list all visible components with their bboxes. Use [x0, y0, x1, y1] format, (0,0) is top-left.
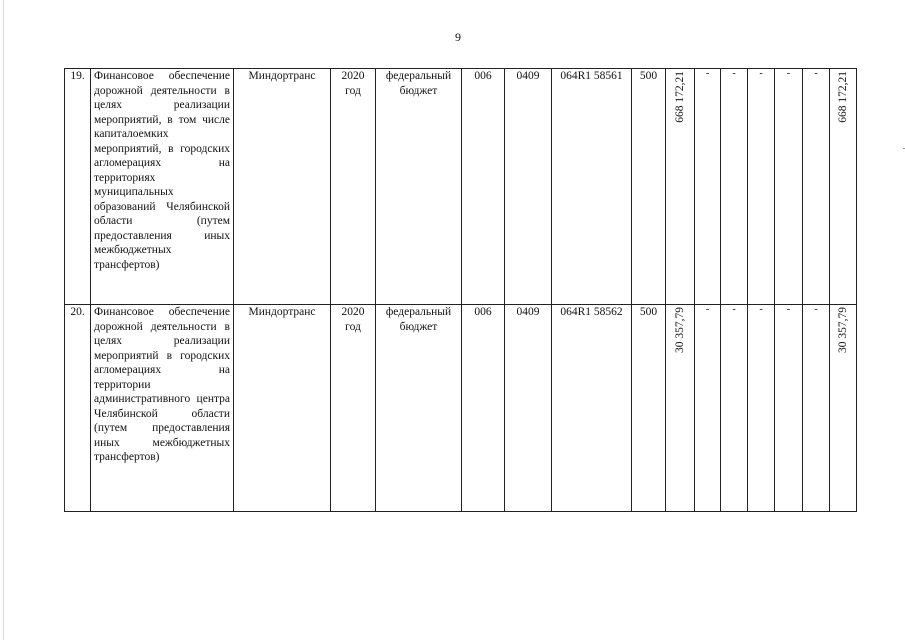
empty-value: - — [721, 69, 748, 305]
amount-value: 668 172,21 — [673, 71, 686, 123]
row-number: 19. — [65, 69, 91, 305]
empty-value: - — [695, 69, 721, 305]
total-cell — [830, 69, 857, 305]
code-vr: 500 — [632, 305, 666, 512]
activity-description: Финансовое обеспечение дорожной деятельности в целях реализации мероприятий, в том числе капиталоемких мероприятий, в городских агломерациях на территориях муниципальных образований Челябинской области (путем предоставления иных межбюджетных трансфертов) — [91, 69, 234, 305]
empty-value: - — [748, 69, 775, 305]
amount-cell — [666, 305, 695, 512]
year: 2020 год — [331, 305, 376, 512]
funding-source: федеральный бюджет — [376, 305, 462, 512]
row-number: 20. — [65, 305, 91, 512]
empty-value: - — [775, 69, 803, 305]
funding-source: федеральный бюджет — [376, 69, 462, 305]
code-grbs: 006 — [462, 305, 505, 512]
code-rzpr: 0409 — [505, 69, 552, 305]
code-grbs: 006 — [462, 69, 505, 305]
budget-table — [64, 68, 857, 512]
table-row — [65, 305, 857, 512]
amount-value: 30 357,79 — [673, 307, 686, 353]
total-value: 668 172,21 — [836, 71, 849, 123]
amount-cell — [666, 69, 695, 305]
total-cell — [830, 305, 857, 512]
code-vr: 500 — [632, 69, 666, 305]
total-value: 30 357,79 — [836, 307, 849, 353]
empty-value: - — [775, 305, 803, 512]
activity-description: Финансовое обеспечение дорожной деятельности в целях реализации мероприятий в городских агломерациях на территории административного центра Челябинской области (путем предоставления иных межбюджетных трансфертов) — [91, 305, 234, 512]
code-csr: 064R1 58562 — [552, 305, 632, 512]
code-csr: 064R1 58561 — [552, 69, 632, 305]
executor: Миндортранс — [234, 69, 331, 305]
code-rzpr: 0409 — [505, 305, 552, 512]
page-number: 9 — [455, 30, 461, 44]
year: 2020 год — [331, 69, 376, 305]
scan-edge — [3, 0, 4, 640]
empty-value: - — [803, 305, 830, 512]
executor: Миндортранс — [234, 305, 331, 512]
empty-value: - — [695, 305, 721, 512]
empty-value: - — [721, 305, 748, 512]
empty-value: - — [748, 305, 775, 512]
table-row — [65, 69, 857, 305]
empty-value: - — [803, 69, 830, 305]
